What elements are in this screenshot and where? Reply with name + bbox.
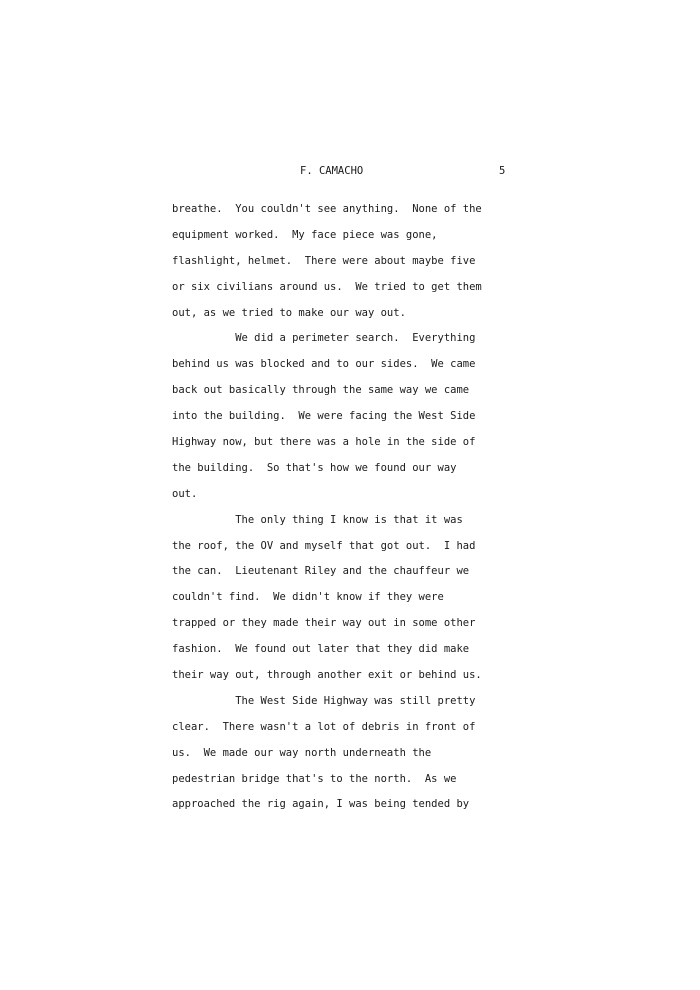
text-line: couldn't find. We didn't know if they were	[172, 591, 444, 604]
text-line: out, as we tried to make our way out.	[172, 306, 406, 319]
text-line: The only thing I know is that it was	[172, 513, 463, 526]
page-number: 5	[499, 165, 506, 177]
text-line: The West Side Highway was still pretty	[172, 694, 476, 707]
text-line: the can. Lieutenant Riley and the chauffeur we	[172, 565, 470, 578]
text-line: equipment worked. My face piece was gone,	[172, 228, 438, 241]
text-line: out.	[172, 487, 198, 500]
text-line: back out basically through the same way we came	[172, 384, 470, 397]
text-line: We did a perimeter search. Everything	[172, 332, 476, 345]
text-line: or six civilians around us. We tried to get them	[172, 280, 482, 293]
text-line: breathe. You couldn't see anything. None of the	[172, 203, 482, 215]
text-line: pedestrian bridge that's to the north. As we	[172, 772, 457, 785]
text-line: their way out, through another exit or behind us.	[172, 669, 482, 682]
text-line: into the building. We were facing the West Side	[172, 410, 476, 423]
text-line: behind us was blocked and to our sides. We came	[172, 358, 476, 371]
text-line: the roof, the OV and myself that got out. I had	[172, 539, 476, 552]
page-header-name: F. CAMACHO	[300, 165, 364, 177]
text-line: fashion. We found out later that they did make	[172, 643, 470, 656]
text-line: the building. So that's how we found our way	[172, 461, 457, 474]
text-line: Highway now, but there was a hole in the side of	[172, 436, 476, 449]
text-line: us. We made our way north underneath the	[172, 746, 432, 759]
text-line: flashlight, helmet. There were about maybe five	[172, 254, 476, 267]
text-line: clear. There wasn't a lot of debris in front of	[172, 720, 476, 733]
transcript-body	[172, 201, 512, 822]
text-line: approached the rig again, I was being tended by	[172, 798, 470, 811]
text-line: trapped or they made their way out in some other	[172, 617, 476, 630]
